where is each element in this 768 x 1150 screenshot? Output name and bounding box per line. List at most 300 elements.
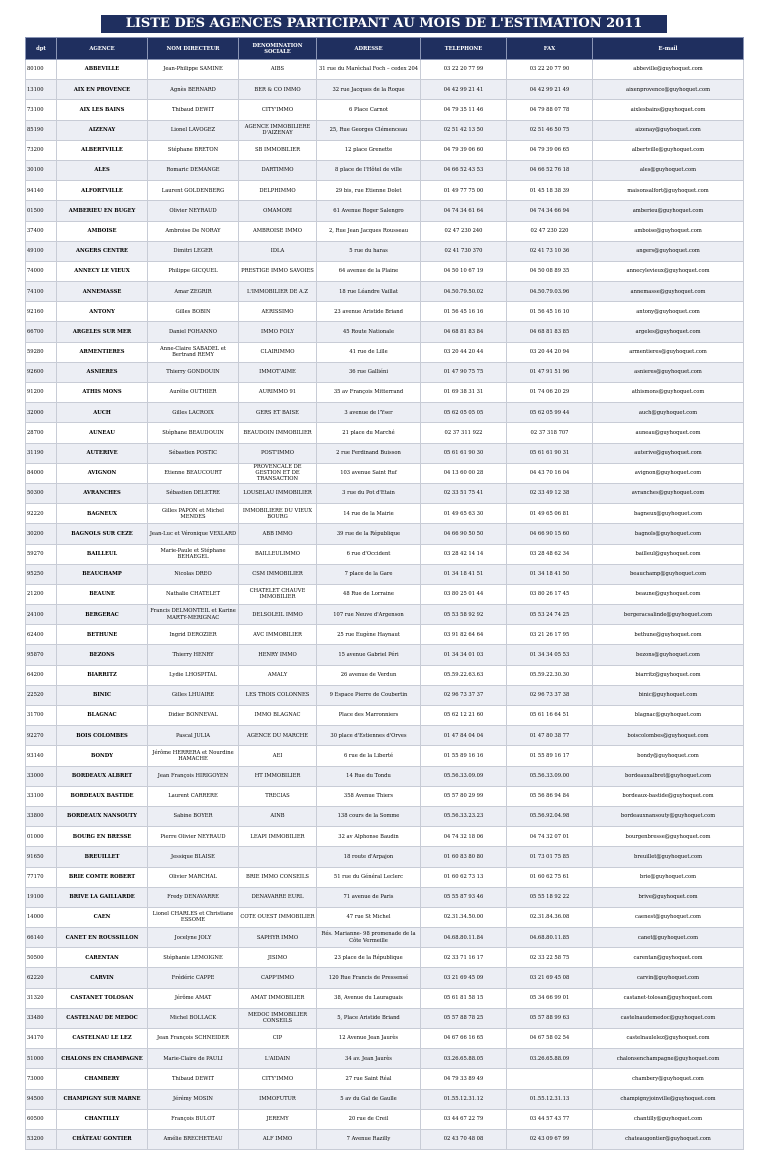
telephone-cell: 05 57 88 78 25: [421, 1008, 507, 1028]
fax-cell: 05.56.33.09.00: [507, 766, 593, 786]
email-cell: castelnaulelez@guyhoquet.com: [593, 1029, 744, 1049]
directeur-cell: Nathalie CHATELET: [148, 584, 239, 604]
agence-cell: AUCH: [57, 403, 148, 423]
table-row: [26, 80, 744, 100]
email-cell: blagnac@guyhoquet.com: [593, 706, 744, 726]
col-header-directeur: NOM DIRECTEUR: [148, 38, 239, 60]
adresse-cell: 3 rue du Pot d'Etain: [317, 483, 421, 503]
directeur-cell: Etienne BEAUCOURT: [148, 463, 239, 483]
adresse-cell: 21 place du Marché: [317, 423, 421, 443]
fax-cell: 02 41 73 10 36: [507, 241, 593, 261]
denomination-cell: AVC IMMOBILIER: [239, 625, 317, 645]
dpt-cell: 50500: [26, 948, 57, 968]
agence-cell: BORDEAUX NANSOUTY: [57, 806, 148, 826]
dpt-cell: 93140: [26, 746, 57, 766]
agence-cell: ABBEVILLE: [57, 60, 148, 80]
dpt-cell: 32000: [26, 403, 57, 423]
directeur-cell: Ingrid DEROZIER: [148, 625, 239, 645]
denomination-cell: AINB: [239, 806, 317, 826]
dpt-cell: 95870: [26, 645, 57, 665]
agence-cell: BEZONS: [57, 645, 148, 665]
email-cell: bergeracsalinde@guyhoquet.com: [593, 605, 744, 625]
email-cell: bordeauxnansouty@guyhoquet.com: [593, 806, 744, 826]
table-row: [26, 645, 744, 665]
directeur-cell: Dimitri LEGER: [148, 241, 239, 261]
agence-cell: CARVIN: [57, 968, 148, 988]
telephone-cell: 01.55.12.31.12: [421, 1089, 507, 1109]
agence-cell: ANNEMASSE: [57, 282, 148, 302]
adresse-cell: 103 avenue Saint Ruf: [317, 463, 421, 483]
directeur-cell: Jean François SCHNEIDER: [148, 1029, 239, 1049]
denomination-cell: IMMO BLAGNAC: [239, 706, 317, 726]
fax-cell: 02 47 230 220: [507, 221, 593, 241]
table-row: [26, 201, 744, 221]
directeur-cell: Anne-Claire SABADEL et Bertrand REMY: [148, 342, 239, 362]
adresse-cell: 51 rue du Général Leclerc: [317, 867, 421, 887]
fax-cell: 01 74 06 20 29: [507, 383, 593, 403]
adresse-cell: 41 rue de Lille: [317, 342, 421, 362]
telephone-cell: 01 60 62 73 13: [421, 867, 507, 887]
agence-cell: AMBOISE: [57, 221, 148, 241]
denomination-cell: OMAMORI: [239, 201, 317, 221]
email-cell: aizenay@guyhoquet.com: [593, 120, 744, 140]
email-cell: bailleul@guyhoquet.com: [593, 544, 744, 564]
email-cell: aixenprovence@guyhoquet.com: [593, 80, 744, 100]
telephone-cell: 03 80 25 01 44: [421, 584, 507, 604]
telephone-cell: 04.68.80.11.84: [421, 928, 507, 948]
telephone-cell: 03 20 44 20 44: [421, 342, 507, 362]
denomination-cell: AGENCE IMMOBILIERE D'AIZENAY: [239, 120, 317, 140]
denomination-cell: JISIMO: [239, 948, 317, 968]
denomination-cell: SB IMMOBILIER: [239, 140, 317, 160]
table-row: [26, 100, 744, 120]
email-cell: boiscolombes@guyhoquet.com: [593, 726, 744, 746]
telephone-cell: 01 47 90 75 75: [421, 362, 507, 382]
email-cell: brie@guyhoquet.com: [593, 867, 744, 887]
fax-cell: 02 43 09 67 99: [507, 1129, 593, 1149]
dpt-cell: 34170: [26, 1029, 57, 1049]
agence-cell: CHAMBERY: [57, 1069, 148, 1089]
telephone-cell: 04 79 33 89 49: [421, 1069, 507, 1089]
denomination-cell: L'AIDAIN: [239, 1049, 317, 1069]
email-cell: bondy@guyhoquet.com: [593, 746, 744, 766]
telephone-cell: 05 62 12 21 60: [421, 706, 507, 726]
agence-cell: BETHUNE: [57, 625, 148, 645]
denomination-cell: SAPHYR IMMO: [239, 928, 317, 948]
dpt-cell: 92270: [26, 726, 57, 746]
directeur-cell: Gilles LACROIX: [148, 403, 239, 423]
directeur-cell: Thibaud DEWIT: [148, 1069, 239, 1089]
telephone-cell: 05 57 80 29 99: [421, 786, 507, 806]
directeur-cell: Gilles BOBIN: [148, 302, 239, 322]
denomination-cell: AIBS: [239, 60, 317, 80]
fax-cell: 05 61 16 64 51: [507, 706, 593, 726]
email-cell: aixlesbains@guyhoquet.com: [593, 100, 744, 120]
table-body: [26, 60, 744, 1150]
email-cell: avignon@guyhoquet.com: [593, 463, 744, 483]
denomination-cell: HENRY IMMO: [239, 645, 317, 665]
dpt-cell: 14000: [26, 907, 57, 927]
table-row: [26, 160, 744, 180]
dpt-cell: 01500: [26, 201, 57, 221]
agence-cell: ARGELES SUR MER: [57, 322, 148, 342]
adresse-cell: 6 Place Carnot: [317, 100, 421, 120]
fax-cell: 01 47 80 38 77: [507, 726, 593, 746]
fax-cell: 01 55 89 16 17: [507, 746, 593, 766]
dpt-cell: 77170: [26, 867, 57, 887]
email-cell: antony@guyhoquet.com: [593, 302, 744, 322]
telephone-cell: 01 47 84 04 04: [421, 726, 507, 746]
telephone-cell: 04 74 34 61 64: [421, 201, 507, 221]
dpt-cell: 33100: [26, 786, 57, 806]
agence-cell: BEAUNE: [57, 584, 148, 604]
email-cell: biarritz@guyhoquet.com: [593, 665, 744, 685]
email-cell: chateaugontier@guyhoquet.com: [593, 1129, 744, 1149]
email-cell: auterive@guyhoquet.com: [593, 443, 744, 463]
denomination-cell: BRIE IMMO CONSEILS: [239, 867, 317, 887]
denomination-cell: GERS ET BAISE: [239, 403, 317, 423]
dpt-cell: 66700: [26, 322, 57, 342]
fax-cell: 04.50.79.03.96: [507, 282, 593, 302]
telephone-cell: 01 49 65 63 30: [421, 504, 507, 524]
telephone-cell: 04 74 32 18 06: [421, 827, 507, 847]
fax-cell: 03 20 44 20 94: [507, 342, 593, 362]
dpt-cell: 92160: [26, 302, 57, 322]
dpt-cell: 31190: [26, 443, 57, 463]
agence-cell: CHÂTEAU GONTIER: [57, 1129, 148, 1149]
adresse-cell: 36 rue Galliéni: [317, 362, 421, 382]
denomination-cell: LOUSELAU IMMOBILIER: [239, 483, 317, 503]
directeur-cell: Jérémy MOSIN: [148, 1089, 239, 1109]
adresse-cell: 61 Avenue Roger Salengro: [317, 201, 421, 221]
dpt-cell: 92220: [26, 504, 57, 524]
denomination-cell: CHATELET CHAUVE IMMOBILIER: [239, 584, 317, 604]
fax-cell: 05 62 05 99 44: [507, 403, 593, 423]
fax-cell: 05.59.22.30.30: [507, 665, 593, 685]
denomination-cell: CITY'IMMO: [239, 100, 317, 120]
adresse-cell: 34 av. Jean Jaurès: [317, 1049, 421, 1069]
directeur-cell: Sébastien POSTIC: [148, 443, 239, 463]
agence-cell: BOURG EN BRESSE: [57, 827, 148, 847]
directeur-cell: Agnès BERNARD: [148, 80, 239, 100]
directeur-cell: Stéphane BEAUDOUIN: [148, 423, 239, 443]
agence-cell: BLAGNAC: [57, 706, 148, 726]
telephone-cell: 04 66 52 43 53: [421, 160, 507, 180]
dpt-cell: 64200: [26, 665, 57, 685]
table-row: [26, 241, 744, 261]
directeur-cell: Olivier MARCHAL: [148, 867, 239, 887]
denomination-cell: DARTIMMO: [239, 160, 317, 180]
telephone-cell: 04 79 35 11 46: [421, 100, 507, 120]
agence-cell: BRIE COMTE ROBERT: [57, 867, 148, 887]
table-row: [26, 948, 744, 968]
adresse-cell: 25, Rue Georges Clémenceau: [317, 120, 421, 140]
telephone-cell: 02 33 51 75 41: [421, 483, 507, 503]
adresse-cell: 27 rue Saint Réal: [317, 1069, 421, 1089]
agence-cell: ANGERS CENTRE: [57, 241, 148, 261]
email-cell: caenest@guyhoquet.com: [593, 907, 744, 927]
adresse-cell: 14 rue de la Mairie: [317, 504, 421, 524]
telephone-cell: 01 69 38 31 31: [421, 383, 507, 403]
directeur-cell: Jérôme HERRERA et Nourdine HAMACHE: [148, 746, 239, 766]
directeur-cell: Laurent GOLDENBERG: [148, 181, 239, 201]
telephone-cell: 04 79 39 06 60: [421, 140, 507, 160]
adresse-cell: 31 rue du Maréchal Foch – cedex 204: [317, 60, 421, 80]
fax-cell: 02 33 49 12 38: [507, 483, 593, 503]
agence-cell: ANTONY: [57, 302, 148, 322]
table-row: [26, 362, 744, 382]
email-cell: bagnols@guyhoquet.com: [593, 524, 744, 544]
agence-cell: CANET EN ROUSSILLON: [57, 928, 148, 948]
table-row: [26, 282, 744, 302]
telephone-cell: 02 33 71 16 17: [421, 948, 507, 968]
adresse-cell: Rés. Marianne- 98 promenade de la Côte Vermeille: [317, 928, 421, 948]
telephone-cell: 02 51 42 13 50: [421, 120, 507, 140]
telephone-cell: 02 41 730 370: [421, 241, 507, 261]
directeur-cell: Jean François HIRIGOYEN: [148, 766, 239, 786]
telephone-cell: 04 66 90 50 50: [421, 524, 507, 544]
email-cell: argeles@guyhoquet.com: [593, 322, 744, 342]
dpt-cell: 74000: [26, 261, 57, 281]
telephone-cell: 02 47 230 240: [421, 221, 507, 241]
telephone-cell: 01 56 45 16 16: [421, 302, 507, 322]
table-row: [26, 524, 744, 544]
table-row: [26, 221, 744, 241]
adresse-cell: 71 avenue de Paris: [317, 887, 421, 907]
adresse-cell: 5, Place Aristide Briand: [317, 1008, 421, 1028]
agence-cell: AMBERIEU EN BUGEY: [57, 201, 148, 221]
table-row: [26, 403, 744, 423]
fax-cell: 02 37 318 707: [507, 423, 593, 443]
dpt-cell: 92600: [26, 362, 57, 382]
email-cell: annecylevieux@guyhoquet.com: [593, 261, 744, 281]
agence-cell: AUNEAU: [57, 423, 148, 443]
dpt-cell: 21200: [26, 584, 57, 604]
dpt-cell: 91650: [26, 847, 57, 867]
table-row: [26, 665, 744, 685]
directeur-cell: Jessique BLAISE: [148, 847, 239, 867]
directeur-cell: Thierry HENRY: [148, 645, 239, 665]
email-cell: athismons@guyhoquet.com: [593, 383, 744, 403]
agence-cell: BEAUCHAMP: [57, 564, 148, 584]
dpt-cell: 85190: [26, 120, 57, 140]
email-cell: bordeauxalbret@guyhoquet.com: [593, 766, 744, 786]
fax-cell: [507, 1069, 593, 1089]
dpt-cell: 59280: [26, 342, 57, 362]
adresse-cell: 39 rue de la République: [317, 524, 421, 544]
adresse-cell: 12 place Grenette: [317, 140, 421, 160]
telephone-cell: 03 91 82 64 64: [421, 625, 507, 645]
dpt-cell: 62400: [26, 625, 57, 645]
fax-cell: 03 44 57 43 77: [507, 1109, 593, 1129]
email-cell: albertville@guyhoquet.com: [593, 140, 744, 160]
directeur-cell: François BULOT: [148, 1109, 239, 1129]
email-cell: chambery@guyhoquet.com: [593, 1069, 744, 1089]
email-cell: canet@guyhoquet.com: [593, 928, 744, 948]
directeur-cell: Pierre Olivier NEYRAUD: [148, 827, 239, 847]
directeur-cell: Thibaud DEWIT: [148, 100, 239, 120]
telephone-cell: 02 43 70 48 08: [421, 1129, 507, 1149]
denomination-cell: BEAUDOIN IMMOBILIER: [239, 423, 317, 443]
directeur-cell: Frédéric CAPPE: [148, 968, 239, 988]
directeur-cell: Jérôme AMAT: [148, 988, 239, 1008]
directeur-cell: Olivier NEYRAUD: [148, 201, 239, 221]
denomination-cell: DENAVARRE EURL: [239, 887, 317, 907]
fax-cell: 04 79 39 06 65: [507, 140, 593, 160]
table-row: [26, 140, 744, 160]
table-row: [26, 322, 744, 342]
table-row: [26, 706, 744, 726]
fax-cell: 02 51 46 50 75: [507, 120, 593, 140]
agencies-table: [25, 37, 744, 1150]
telephone-cell: 03.26.65.88.05: [421, 1049, 507, 1069]
table-row: [26, 463, 744, 483]
agence-cell: ASNIERES: [57, 362, 148, 382]
adresse-cell: 2 rue Ferdinand Buisson: [317, 443, 421, 463]
fax-cell: 01 34 18 41 50: [507, 564, 593, 584]
directeur-cell: Marie-Paule et Stéphane BEHAEGEL: [148, 544, 239, 564]
telephone-cell: 03 44 67 22 79: [421, 1109, 507, 1129]
table-row: [26, 181, 744, 201]
agence-cell: ALBERTVILLE: [57, 140, 148, 160]
adresse-cell: 26 avenue de Verdun: [317, 665, 421, 685]
denomination-cell: AURIMMO 91: [239, 383, 317, 403]
agence-cell: BORDEAUX ALBRET: [57, 766, 148, 786]
email-cell: binic@guyhoquet.com: [593, 685, 744, 705]
fax-cell: 04 74 32 07 01: [507, 827, 593, 847]
denomination-cell: IMMOFUTUR: [239, 1089, 317, 1109]
table-row: [26, 847, 744, 867]
dpt-cell: 31700: [26, 706, 57, 726]
col-header-adresse: ADRESSE: [317, 38, 421, 60]
denomination-cell: COTE OUEST IMMOBILIER: [239, 907, 317, 927]
telephone-cell: 02 37 311 922: [421, 423, 507, 443]
table-row: [26, 302, 744, 322]
adresse-cell: 64 avenue de la Plaine: [317, 261, 421, 281]
adresse-cell: 8 place de l'Hôtel de ville: [317, 160, 421, 180]
adresse-cell: 32 av Alphonse Baudin: [317, 827, 421, 847]
dpt-cell: 91200: [26, 383, 57, 403]
table-row: [26, 806, 744, 826]
table-row: [26, 726, 744, 746]
denomination-cell: BAILLEULIMMO: [239, 544, 317, 564]
directeur-cell: Amélie BRECHETEAU: [148, 1129, 239, 1149]
adresse-cell: 30 place d'Estiennes d'Orves: [317, 726, 421, 746]
fax-cell: 05 57 88 99 63: [507, 1008, 593, 1028]
directeur-cell: Lionel CHARLES et Christiane ESSOME: [148, 907, 239, 927]
email-cell: auch@guyhoquet.com: [593, 403, 744, 423]
dpt-cell: 73100: [26, 100, 57, 120]
email-cell: chalonsenchampagne@guyhoquet.com: [593, 1049, 744, 1069]
denomination-cell: CITY'IMMO: [239, 1069, 317, 1089]
agence-cell: CAEN: [57, 907, 148, 927]
adresse-cell: 20 rue de Creil: [317, 1109, 421, 1129]
directeur-cell: Nicolas DREO: [148, 564, 239, 584]
email-cell: ales@guyhoquet.com: [593, 160, 744, 180]
directeur-cell: Fredy DENAVARRE: [148, 887, 239, 907]
adresse-cell: 2, Rue Jean Jacques Rousseau: [317, 221, 421, 241]
email-cell: bagneux@guyhoquet.com: [593, 504, 744, 524]
email-cell: abbeville@guyhoquet.com: [593, 60, 744, 80]
agence-cell: BIARRITZ: [57, 665, 148, 685]
telephone-cell: 05 55 87 93 46: [421, 887, 507, 907]
email-cell: beauchamp@guyhoquet.com: [593, 564, 744, 584]
fax-cell: 04 68 81 83 85: [507, 322, 593, 342]
dpt-cell: 59270: [26, 544, 57, 564]
table-row: [26, 1049, 744, 1069]
agence-cell: BORDEAUX BASTIDE: [57, 786, 148, 806]
email-cell: asnieres@guyhoquet.com: [593, 362, 744, 382]
dpt-cell: 53200: [26, 1129, 57, 1149]
adresse-cell: 12 Avenue Jean Jaurès: [317, 1029, 421, 1049]
directeur-cell: Amar ZEGRIR: [148, 282, 239, 302]
directeur-cell: Marie-Claire de PAULI: [148, 1049, 239, 1069]
denomination-cell: AEI: [239, 746, 317, 766]
agence-cell: AIZENAY: [57, 120, 148, 140]
email-cell: castelnaudemedoc@guyhoquet.com: [593, 1008, 744, 1028]
email-cell: maisonsalfort@guyhoquet.com: [593, 181, 744, 201]
directeur-cell: Thierry GONDOUIN: [148, 362, 239, 382]
telephone-cell: 04 42 99 21 41: [421, 80, 507, 100]
table-row: [26, 1129, 744, 1149]
directeur-cell: Michel BOLLACK: [148, 1008, 239, 1028]
email-cell: champignyjoinville@guyhoquet.com: [593, 1089, 744, 1109]
denomination-cell: BER & CO IMMO: [239, 80, 317, 100]
dpt-cell: 31320: [26, 988, 57, 1008]
telephone-cell: 03 21 69 45 09: [421, 968, 507, 988]
agence-cell: BAILLEUL: [57, 544, 148, 564]
denomination-cell: AGENCE DU MARCHE: [239, 726, 317, 746]
table-row: [26, 1029, 744, 1049]
table-row: [26, 1069, 744, 1089]
denomination-cell: POST'IMMO: [239, 443, 317, 463]
telephone-cell: 01 60 83 80 80: [421, 847, 507, 867]
dpt-cell: 73200: [26, 140, 57, 160]
denomination-cell: CSM IMMOBILIER: [239, 564, 317, 584]
directeur-cell: Ambroise De NORAY: [148, 221, 239, 241]
table-row: [26, 544, 744, 564]
denomination-cell: IDLA: [239, 241, 317, 261]
dpt-cell: 28700: [26, 423, 57, 443]
adresse-cell: 7 Avenue Razilly: [317, 1129, 421, 1149]
fax-cell: 03 21 69 45 08: [507, 968, 593, 988]
agence-cell: BINIC: [57, 685, 148, 705]
adresse-cell: 48 Rue de Lorraine: [317, 584, 421, 604]
fax-cell: 01.55.12.31.13: [507, 1089, 593, 1109]
email-cell: bezons@guyhoquet.com: [593, 645, 744, 665]
agence-cell: CARENTAN: [57, 948, 148, 968]
agence-cell: BREUILLET: [57, 847, 148, 867]
fax-cell: 01 47 91 51 96: [507, 362, 593, 382]
agence-cell: ALFORTVILLE: [57, 181, 148, 201]
email-cell: bethune@guyhoquet.com: [593, 625, 744, 645]
directeur-cell: Pascal JULIA: [148, 726, 239, 746]
table-row: [26, 887, 744, 907]
denomination-cell: DELSOLEIL IMMO: [239, 605, 317, 625]
telephone-cell: 05 61 81 58 15: [421, 988, 507, 1008]
table-row: [26, 1089, 744, 1109]
denomination-cell: ALF IMMO: [239, 1129, 317, 1149]
directeur-cell: Philippe GICQUEL: [148, 261, 239, 281]
fax-cell: 02 96 73 37 38: [507, 685, 593, 705]
denomination-cell: HT IMMOBILIER: [239, 766, 317, 786]
adresse-cell: 23 avenue Aristide Briand: [317, 302, 421, 322]
directeur-cell: Sabine BOYER: [148, 806, 239, 826]
adresse-cell: 47 rue St Michel: [317, 907, 421, 927]
dpt-cell: 22520: [26, 685, 57, 705]
table-row: [26, 483, 744, 503]
email-cell: brive@guyhoquet.com: [593, 887, 744, 907]
